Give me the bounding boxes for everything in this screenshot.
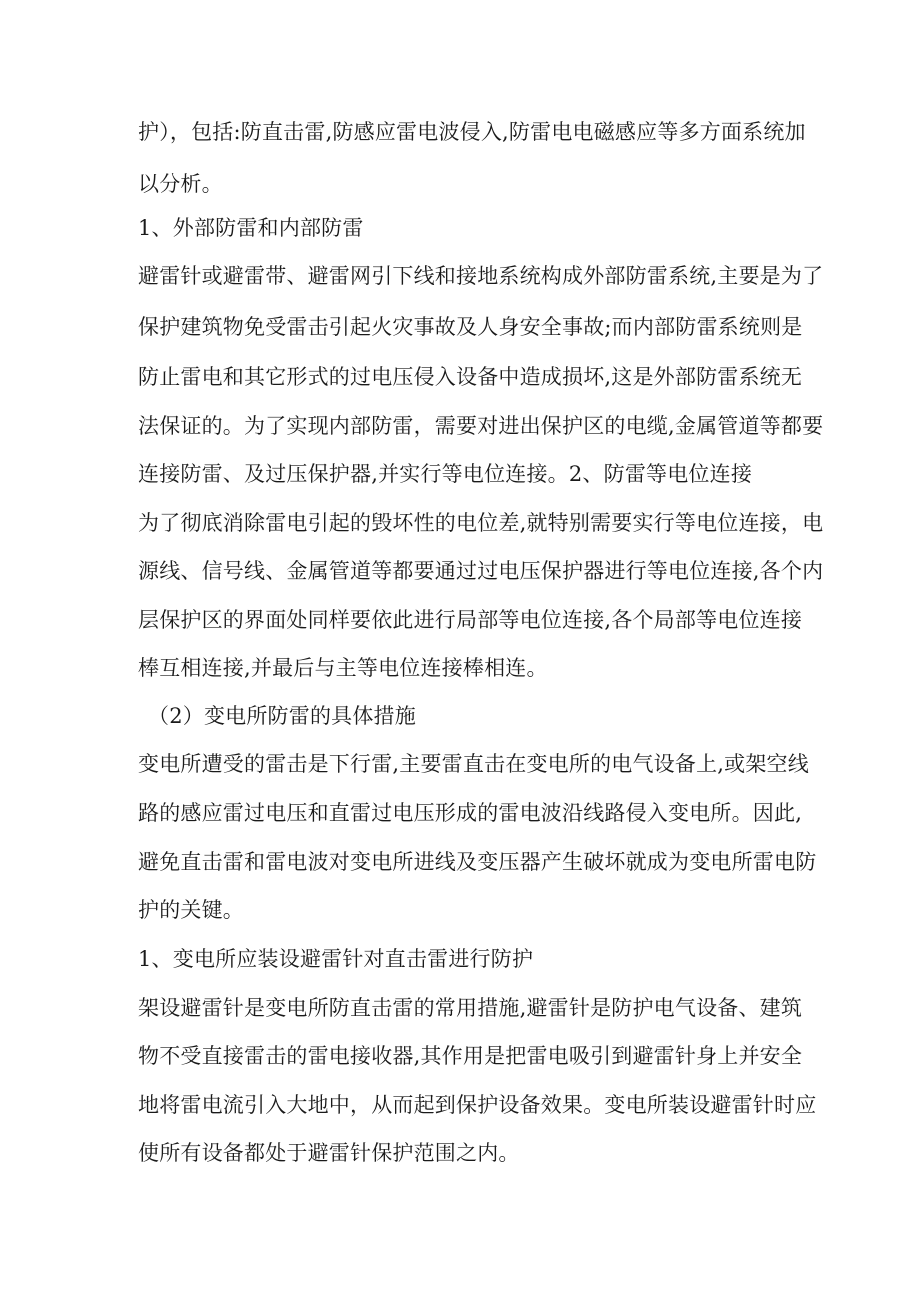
text-line: 地将雷电流引入大地中，从而起到保护设备效果。变电所装设避雷针时应 [138, 1093, 817, 1117]
text-line: 架设避雷针是变电所防直击雷的常用措施,避雷针是防护电气设备、建筑 [138, 996, 803, 1020]
section-heading: 1、变电所应装设避雷针对直击雷进行防护 [138, 947, 534, 971]
text-line: 使所有设备都处于避雷针保护范围之内。 [138, 1141, 520, 1165]
text-line: 为了彻底消除雷电引起的毁坏性的电位差,就特别需要实行等电位连接，电 [138, 511, 824, 535]
text-line: 避雷针或避雷带、避雷网引下线和接地系统构成外部防雷系统,主要是为了 [138, 264, 824, 288]
text-line: 防止雷电和其它形式的过电压侵入设备中造成损坏,这是外部防雷系统无 [138, 365, 803, 389]
text-line: 以分析。 [138, 172, 223, 196]
text-line: 棒互相连接,并最后与主等电位连接棒相连。 [138, 656, 548, 680]
text-line: 变电所遭受的雷击是下行雷,主要雷直击在变电所的电气设备上,或架空线 [138, 752, 809, 776]
text-line: 护的关键。 [138, 898, 244, 922]
text-line: 源线、信号线、金属管道等都要通过过电压保护器进行等电位连接,各个内 [138, 559, 824, 583]
text-line: 连接防雷、及过压保护器,并实行等电位连接。2、防雷等电位连接 [138, 462, 753, 486]
text-line: 避免直击雷和雷电波对变电所进线及变压器产生破坏就成为变电所雷电防 [138, 850, 817, 874]
text-line: 路的感应雷过电压和直雷过电压形成的雷电波沿线路侵入变电所。因此, [138, 801, 803, 825]
section-heading: （2）变电所防雷的具体措施 [148, 704, 416, 728]
text-line: 层保护区的界面处同样要依此进行局部等电位连接,各个局部等电位连接 [138, 608, 803, 632]
text-line: 护），包括:防直击雷,防感应雷电波侵入,防雷电电磁感应等多方面系统加 [138, 120, 806, 144]
text-line: 物不受直接雷击的雷电接收器,其作用是把雷电吸引到避雷针身上并安全 [138, 1044, 803, 1068]
text-line: 法保证的。为了实现内部防雷，需要对进出保护区的电缆,金属管道等都要 [138, 414, 824, 438]
section-heading: 1、外部防雷和内部防雷 [138, 216, 364, 240]
text-line: 保护建筑物免受雷击引起火灾事故及人身安全事故;而内部防雷系统则是 [138, 315, 803, 339]
